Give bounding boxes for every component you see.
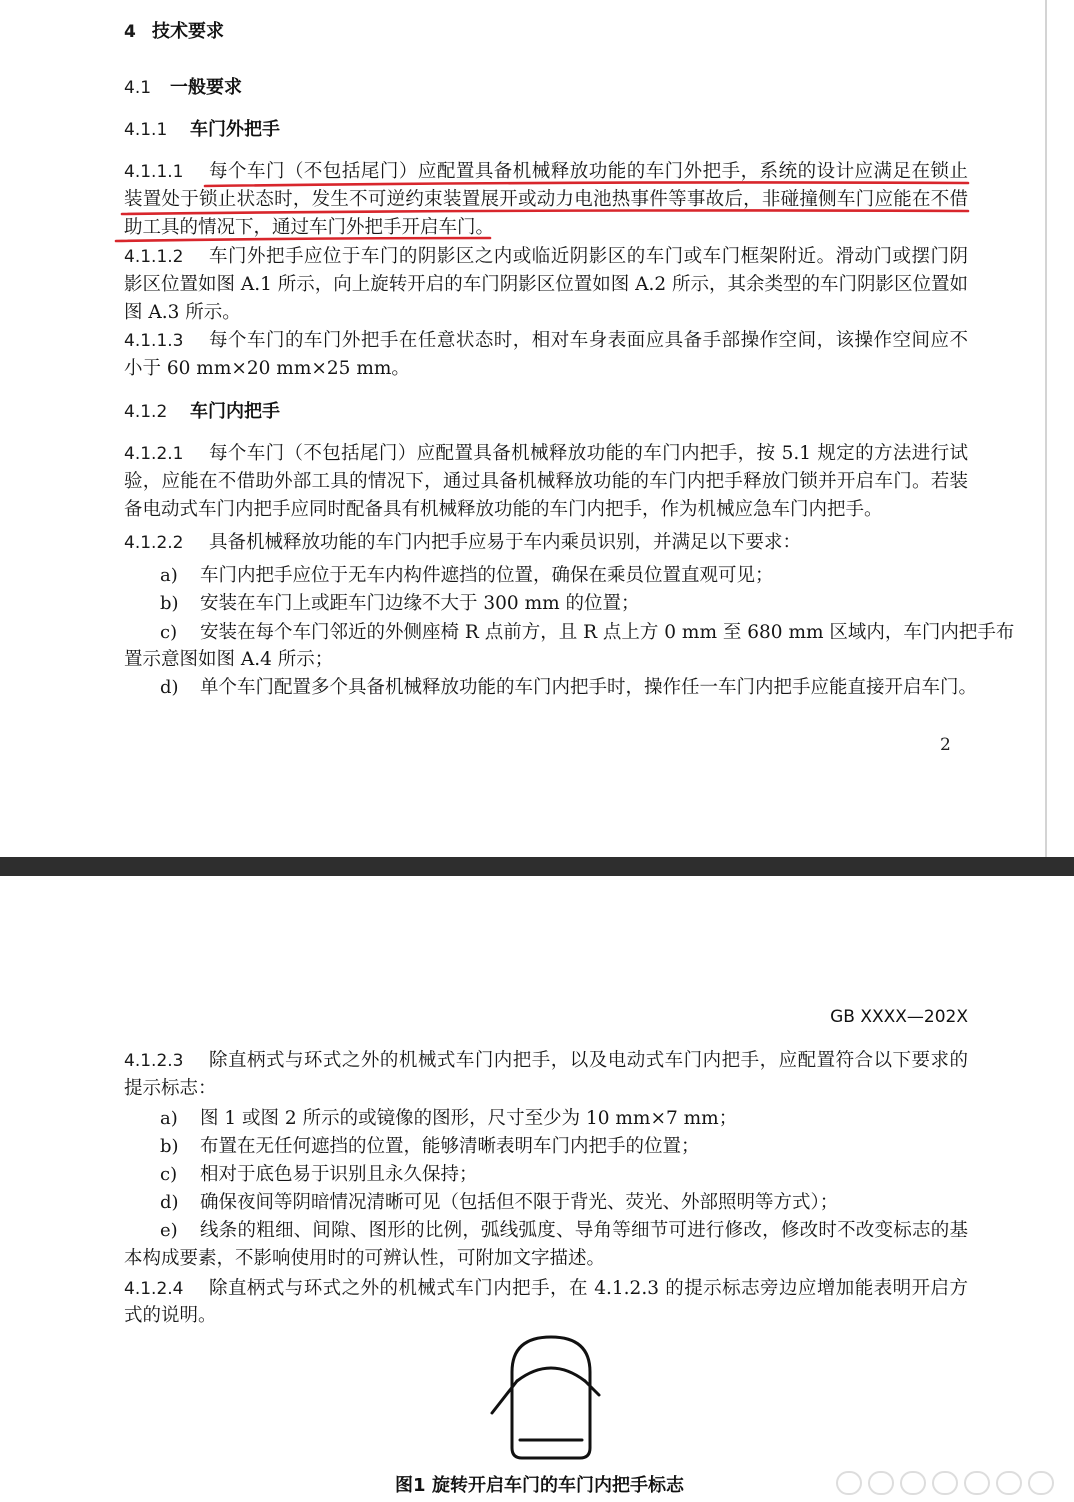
- list-item-label: d): [160, 677, 179, 698]
- list-item-line: 线条的粗细、间隙、图形的比例，弧线弧度、导角等细节可进行修改，修改时不改变标志的基: [200, 1220, 968, 1241]
- running-header: GB XXXX—202X: [830, 1007, 968, 1027]
- clause-line: 提示标志：: [124, 1078, 217, 1099]
- clause-line: 备电动式车门内把手应同时配备具有机械释放功能的车门内把手，作为机械应急车门内把手。: [124, 499, 883, 520]
- clause-number: 4.1.1.3: [124, 331, 184, 351]
- page-separator: [0, 857, 1074, 876]
- document-page-2: [0, 876, 1074, 1502]
- section-number: 4: [124, 22, 136, 42]
- clause-line: 图 A.3 所示。: [124, 302, 241, 323]
- watermark-mark: [996, 1471, 1022, 1495]
- door-tick: [585, 1381, 599, 1395]
- clause-line: 验，应能在不借助外部工具的情况下，通过具备机械释放功能的车门内把手释放门锁并开启车门。若装: [124, 471, 968, 492]
- list-item-label: b): [160, 593, 179, 614]
- watermark-mark: [932, 1471, 958, 1495]
- list-item-label: b): [160, 1136, 179, 1157]
- watermark-mark: [1028, 1471, 1054, 1495]
- list-item-line: 车门内把手应位于无车内构件遮挡的位置，确保在乘员位置直观可见；: [200, 565, 774, 586]
- clause-line: 车门外把手应位于车门的阴影区之内或临近阴影区的车门或车门框架附近。滑动门或摆门阴: [209, 246, 968, 267]
- clause-line: 小于 60 mm×20 mm×25 mm。: [124, 358, 410, 379]
- rotating-door-interior-handle-symbol-icon: [480, 1330, 610, 1465]
- watermark: [836, 1469, 1066, 1497]
- watermark-mark: [900, 1471, 926, 1495]
- subsection-number: 4.1: [124, 78, 152, 98]
- clause-line: 助工具的情况下，通过车门外把手开启车门。: [124, 217, 495, 238]
- clause-line: 式的说明。: [124, 1305, 217, 1326]
- clause-line: 除直柄式与环式之外的机械式车门内把手，以及电动式车门内把手，应配置符合以下要求的: [209, 1050, 968, 1071]
- list-item-line: 安装在每个车门邻近的外侧座椅 R 点前方，且 R 点上方 0 mm 至 680 mm 区域内，车门内把手布: [200, 622, 1015, 643]
- clause-number: 4.1.1.2: [124, 247, 184, 267]
- list-item-label: d): [160, 1192, 179, 1213]
- watermark-mark: [836, 1471, 862, 1495]
- page-number: 2: [940, 735, 951, 755]
- list-item-line: 本构成要素，不影响使用时的可辨认性，可附加文字描述。: [124, 1248, 606, 1269]
- list-item-line: 相对于底色易于识别且永久保持；: [200, 1164, 478, 1185]
- figure-caption: 旋转开启车门的车门内把手标志: [432, 1475, 684, 1496]
- list-item-line: 确保夜间等阴暗情况清晰可见（包括但不限于背光、荧光、外部照明等方式）；: [200, 1192, 839, 1213]
- clause-line: 每个车门（不包括尾门）应配置具备机械释放功能的车门内把手，按 5.1 规定的方法进行试: [209, 443, 968, 464]
- list-item-line: 图 1 或图 2 所示的或镜像的图形，尺寸至少为 10 mm×7 mm；: [200, 1108, 738, 1129]
- windshield-arc: [517, 1368, 585, 1381]
- clause-line: 每个车门（不包括尾门）应配置具备机械释放功能的车门外把手，系统的设计应满足在锁止: [209, 161, 968, 182]
- list-item-line: 置示意图如图 A.4 所示；: [124, 649, 334, 670]
- heading-number: 4.1.1: [124, 120, 168, 140]
- list-item-label: e): [160, 1220, 178, 1241]
- list-item-label: c): [160, 1164, 178, 1185]
- heading-exterior-handle: 车门外把手: [190, 119, 280, 140]
- watermark-mark: [868, 1471, 894, 1495]
- clause-line: 影区位置如图 A.1 所示，向上旋转开启的车门阴影区位置如图 A.2 所示，其余类型的车门阴影区位置如: [124, 274, 969, 295]
- figure-label: 图1: [395, 1475, 426, 1496]
- clause-line: 装置处于锁止状态时，发生不可逆约束装置展开或动力电池热事件等事故后，非碰撞侧车门应能在不借: [124, 189, 968, 210]
- clause-number: 4.1.2.1: [124, 444, 184, 464]
- list-item-label: c): [160, 622, 178, 643]
- list-item-line: 布置在无任何遮挡的位置，能够清晰表明车门内把手的位置；: [200, 1136, 700, 1157]
- list-item-line: 单个车门配置多个具备机械释放功能的车门内把手时，操作任一车门内把手应能直接开启车门。: [200, 677, 978, 698]
- clause-line: 每个车门的车门外把手在任意状态时，相对车身表面应具备手部操作空间，该操作空间应不: [209, 330, 968, 351]
- clause-number: 4.1.1.1: [124, 162, 184, 182]
- clause-number: 4.1.2.3: [124, 1051, 184, 1071]
- list-item-label: a): [160, 565, 178, 586]
- section-title: 技术要求: [152, 21, 224, 42]
- clause-line: 除直柄式与环式之外的机械式车门内把手，在 4.1.2.3 的提示标志旁边应增加能表明开启方: [209, 1278, 968, 1299]
- clause-line: 具备机械释放功能的车门内把手应易于车内乘员识别，并满足以下要求：: [209, 532, 802, 553]
- list-item-label: a): [160, 1108, 178, 1129]
- clause-number: 4.1.2.2: [124, 533, 184, 553]
- subsection-title: 一般要求: [170, 77, 242, 98]
- heading-interior-handle: 车门内把手: [190, 401, 280, 422]
- page-edge: [1045, 0, 1047, 857]
- heading-number: 4.1.2: [124, 402, 168, 422]
- watermark-mark: [964, 1471, 990, 1495]
- list-item-line: 安装在车门上或距车门边缘不大于 300 mm 的位置；: [200, 593, 640, 614]
- clause-number: 4.1.2.4: [124, 1279, 184, 1299]
